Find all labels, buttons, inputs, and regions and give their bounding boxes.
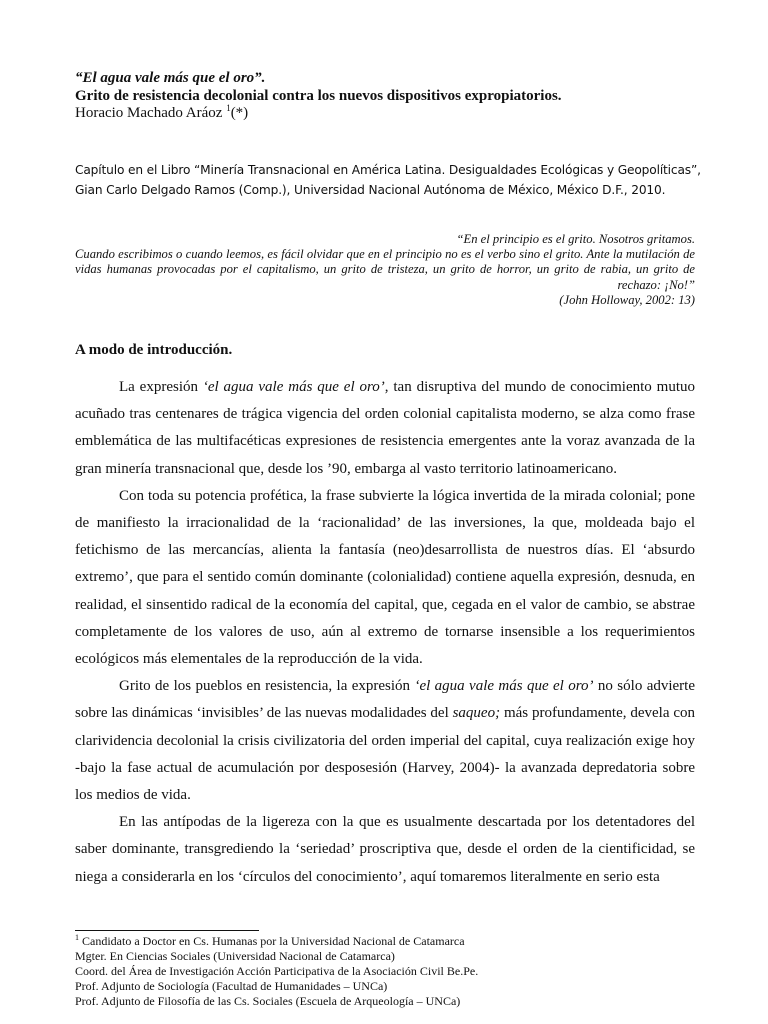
chapter-line-1: Capítulo en el Libro “Minería Transnacional en América Latina. Desigualdades Ecológicas y Geopolíticas”, [75,163,701,177]
epigraph-citation: (John Holloway, 2002: 13) [559,292,695,307]
footnotes [75,934,715,1009]
document-title: “El agua vale más que el oro”. [75,70,266,86]
epigraph-body: Cuando escribimos o cuando leemos, es fácil olvidar que en el principio no es el verbo sino el grito. Ante la mutilación de vidas humanas provocadas por el capitalismo, un grito de tristeza, un grito de horror, un grito de rabia, un grito de rechazo: ¡No!” [75,247,695,292]
p3-text-a: Grito de los pueblos en resistencia, la expresión [119,678,415,695]
paragraph-3 [75,673,695,809]
chapter-reference [75,160,715,200]
p3-text-c: más profundamente, devela con clarividencia decolonial la crisis civilizatoria del orden imperial del capital, cuya realización exige hoy -bajo la fase actual de acumulación por desposesión (Harvey, 2004)- la avanzada depredatoria sobre los medios de vida. [75,705,695,804]
p3-text-b: no sólo advierte sobre las dinámicas ‘invisibles’ de las nuevas modalidades del [75,678,696,722]
footnote-line-2: Mgter. En Ciencias Sociales (Universidad Nacional de Catamarca) [75,949,395,963]
p1-text-b: , tan disruptiva del mundo de conocimiento mutuo acuñado tras centenares de trágica vigencia del orden colonial capitalista moderno, se alza como frase emblemática de las multifacéticas expresiones de resistencia emergentes ante la voraz avanzada de la gran minería transnacional que, desde los ’90, embarga al vasto territorio latinoamericano. [75,379,695,477]
p1-italic-phrase: ‘el agua vale más que el oro’ [202,379,385,395]
document-subtitle: Grito de resistencia decolonial contra los nuevos dispositivos expropiatorios. [75,87,562,104]
paragraph-1 [75,374,695,483]
p3-italic-saqueo: saqueo; [452,705,501,722]
paragraph-4: En las antípodas de la ligereza con la que es usualmente descartada por los detentadores del saber dominante, transgrediendo la ‘seriedad’ proscriptiva que, desde el orden de la cientificidad, se niega a considerarla en los ‘círculos del conocimiento’, aquí tomaremos literalmente en serio esta [75,814,695,885]
footnote-line-3: Coord. del Área de Investigación Acción Participativa de la Asociación Civil Be.Pe. [75,964,479,978]
footnote-separator [75,930,259,931]
epigraph [75,232,695,308]
title-block [75,70,695,123]
epigraph-first-line: “En el principio es el grito. Nosotros gritamos. [456,232,695,246]
author-name: Horacio Machado Aráoz [75,105,227,121]
body-text [75,374,695,891]
p3-italic-phrase: ‘el agua vale más que el oro’ [414,678,594,695]
footnote-1 [75,934,715,949]
footnote-line-4: Prof. Adjunto de Sociología (Facultad de Humanidades – UNCa) [75,979,388,993]
paragraph-2: Con toda su potencia profética, la frase subvierte la lógica invertida de la mirada colonial; pone de manifiesto la irracionalidad de la ‘racionalidad’ de las inversiones, la que, moldeada bajo el fetichismo de las mercancías, alienta la fantasía (neo)desarrollista de nuestros días. El ‘absurdo extremo’, que para el sentido común dominante (colonialidad) contiene aquella expresión, desnuda, en realidad, el sinsentido radical de la economía del capital, que, cegada en el valor de cambio, se abstrae completamente de los valores de uso, aún al extremo de tornarse insensible a los requerimientos ecológicos más elementales de la reproducción de la vida. [75,487,695,668]
author-footnote-marker: 1 [226,103,231,113]
chapter-line-2: Gian Carlo Delgado Ramos (Comp.), Universidad Nacional Autónoma de México, México D.F., 2010. [75,183,666,197]
author-line [75,105,695,123]
author-suffix: (*) [230,105,249,121]
p1-text-a: La expresión [119,379,203,395]
footnote-marker: 1 [75,933,79,942]
footnote-line-1: Candidato a Doctor en Cs. Humanas por la Universidad Nacional de Catamarca [79,934,465,948]
section-heading: A modo de introducción. [75,342,233,358]
footnote-line-5: Prof. Adjunto de Filosofía de las Cs. Sociales (Escuela de Arqueología – UNCa) [75,994,461,1008]
